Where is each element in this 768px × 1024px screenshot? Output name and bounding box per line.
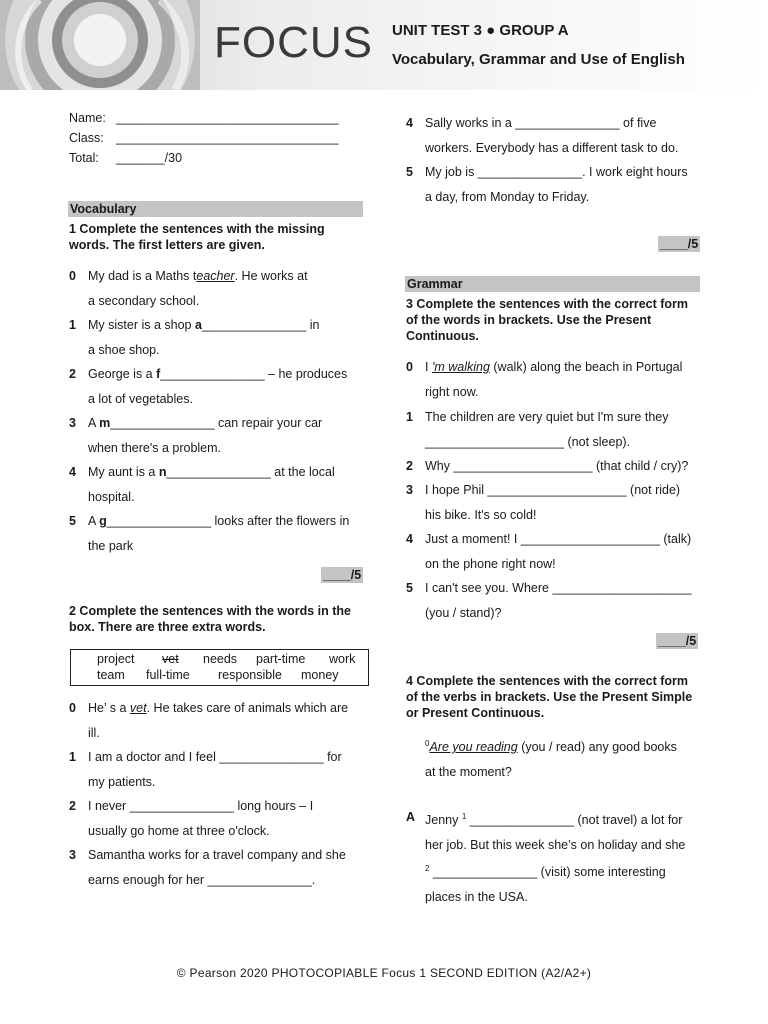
text-part: George is a: [88, 367, 157, 381]
text-part: ill.: [88, 725, 100, 740]
answer-line[interactable]: I am a doctor and I feel _______________ for: [88, 750, 342, 764]
item-text: [425, 805, 685, 909]
text-part: usually go home at three o'clock.: [88, 823, 270, 838]
answer-blank[interactable]: _______________ can repair your car: [110, 416, 323, 430]
item-text: [88, 843, 346, 892]
item-text[interactable]: Why ____________________ (that child / cry)?: [425, 459, 689, 473]
answer-line[interactable]: _______________ (not travel) a lot for: [466, 813, 683, 828]
text-part: (walk) along the beach in Portugal: [489, 360, 683, 374]
item-number: 3: [69, 848, 76, 862]
text-part: hospital.: [88, 489, 135, 504]
example-answer: 'm walking: [431, 360, 490, 374]
name-label: Name:: [69, 111, 106, 125]
item-text: [88, 264, 308, 313]
word-box-item: work: [329, 652, 356, 666]
unit-title: UNIT TEST 3 ● GROUP A: [392, 22, 569, 39]
item-number: 4: [69, 465, 76, 479]
text-part: the park: [88, 538, 134, 553]
text-part: My aunt is a: [88, 465, 159, 479]
text-part: my patients.: [88, 774, 156, 789]
example-answer: Are you reading: [429, 740, 518, 755]
item-number: 4: [406, 116, 413, 130]
gap-number: 0: [425, 739, 430, 748]
word-box-item: responsible: [218, 668, 282, 682]
answer-blank[interactable]: _______________ – he produces: [160, 367, 348, 381]
item-text: [88, 313, 319, 362]
grammar-section-header: Grammar: [405, 276, 700, 292]
example-answer: eacher: [196, 269, 235, 283]
exercise-3-instruction: [406, 296, 706, 344]
vocabulary-section-header: Vocabulary: [68, 201, 363, 217]
text-part: on the phone right now!: [425, 556, 556, 571]
item-text: [425, 111, 678, 160]
test-subtitle: Vocabulary, Grammar and Use of English: [392, 51, 685, 68]
exercise-1-score[interactable]: ____/5: [323, 568, 362, 582]
word-box-item: part-time: [256, 652, 306, 666]
item-number: 0: [69, 269, 76, 283]
item-number: 5: [69, 514, 76, 528]
text-part: A: [88, 514, 100, 528]
item-number: 2: [406, 459, 413, 473]
item-number: 1: [69, 750, 76, 764]
item-label: A: [406, 810, 416, 824]
answer-blank[interactable]: _______________ in: [201, 318, 320, 332]
word-box: [70, 649, 369, 686]
page-header: [0, 0, 768, 90]
item-text: [425, 527, 691, 576]
total-field[interactable]: _______/30: [116, 151, 183, 165]
page-footer: © Pearson 2020 PHOTOCOPIABLE Focus 1 SECOND EDITION (A2/A2+): [176, 966, 592, 980]
item-number: 3: [69, 416, 76, 430]
instruction-line: words. The first letters are given.: [69, 238, 265, 252]
exercise-2-instruction: [69, 603, 369, 635]
answer-line[interactable]: I can't see you. Where ____________________: [425, 581, 692, 595]
item-number: 4: [406, 532, 413, 546]
answer-line[interactable]: Just a moment! I ____________________ (talk): [425, 532, 692, 546]
text-part: a lot of vegetables.: [88, 391, 193, 406]
answer-blank[interactable]: _______________ at the local: [166, 465, 335, 479]
text-part: Samantha works for a travel company and she: [88, 848, 346, 862]
item-number: 1: [69, 318, 76, 332]
item-text: [425, 160, 688, 209]
word-box-item: team: [97, 668, 125, 682]
item-text: [425, 355, 682, 404]
text-part: Jenny: [425, 813, 462, 828]
instruction-line: 4 Complete the sentences with the correct form: [406, 674, 689, 688]
brand-logo-text: FOCUS: [214, 18, 373, 67]
item-number: 0: [69, 701, 76, 715]
item-number: 0: [406, 360, 413, 374]
item-number: 2: [69, 799, 76, 813]
text-part: . He takes care of animals which are: [146, 701, 349, 715]
text-part: a secondary school.: [88, 293, 200, 308]
word-box-item: needs: [203, 652, 238, 666]
item-text: [88, 411, 322, 460]
instruction-line: 3 Complete the sentences with the correct form: [406, 297, 689, 311]
exercise-2-score[interactable]: ____/5: [660, 237, 699, 251]
first-letter: n: [158, 465, 167, 479]
item-number: 5: [406, 165, 413, 179]
answer-line[interactable]: I hope Phil ____________________ (not ride): [425, 483, 681, 497]
text-part: My sister is a shop: [88, 318, 195, 332]
item-text: [88, 745, 342, 794]
class-field[interactable]: ________________________________: [116, 131, 339, 145]
text-part: . He works at: [234, 269, 308, 283]
item-text: [425, 478, 680, 527]
text-part: The children are very quiet but I'm sure they: [425, 410, 669, 424]
name-field[interactable]: ________________________________: [116, 111, 339, 125]
item-text: [88, 509, 349, 558]
word-box-item-used: vet: [162, 652, 179, 666]
gap-number: 2: [425, 864, 430, 874]
answer-line[interactable]: earns enough for her _______________.: [88, 872, 316, 887]
item-text: [425, 405, 668, 454]
text-part: places in the USA.: [425, 889, 528, 904]
text-part: a shoe shop.: [88, 342, 160, 357]
answer-line[interactable]: My job is _______________. I work eight hours: [425, 165, 688, 179]
exercise-1-instruction: [69, 221, 369, 253]
item-number: 2: [69, 367, 76, 381]
exercise-4-instruction: [406, 673, 706, 721]
text-part: I: [425, 360, 432, 374]
word-box-item: project: [97, 652, 135, 666]
logo-swirl-graphic: [0, 0, 200, 90]
text-part: at the moment?: [425, 764, 512, 779]
answer-line[interactable]: _______________ (visit) some interesting: [429, 865, 666, 880]
answer-line[interactable]: ____________________ (not sleep).: [425, 434, 631, 449]
word-box-item: money: [301, 668, 339, 682]
instruction-line: or Present Continuous.: [406, 706, 545, 720]
class-label: Class:: [69, 131, 104, 145]
text-part: right now.: [425, 384, 479, 399]
text-part: He’ s a: [88, 701, 130, 715]
text-part: his bike. It's so cold!: [425, 507, 537, 522]
instruction-line: of the words in brackets. Use the Present: [406, 313, 652, 327]
text-part: (you / read) any good books: [517, 740, 677, 755]
text-part: workers. Everybody has a different task to do.: [425, 140, 679, 155]
text-part: (you / stand)?: [425, 605, 502, 620]
answer-line[interactable]: I never _______________ long hours – I: [88, 799, 314, 813]
item-text: [88, 362, 347, 411]
item-text: [425, 576, 692, 625]
answer-blank[interactable]: _______________ looks after the flowers in: [106, 514, 350, 528]
text-part: My dad is a Maths t: [88, 269, 197, 283]
instruction-line: of the verbs in brackets. Use the Present Simple: [406, 690, 693, 704]
item-text: [88, 794, 313, 843]
instruction-line: 1 Complete the sentences with the missing: [69, 222, 325, 236]
item-number: 3: [406, 483, 413, 497]
text-part: a day, from Monday to Friday.: [425, 189, 590, 204]
exercise-4-example: [425, 732, 710, 784]
word-box-item: full-time: [146, 668, 190, 682]
instruction-line: box. There are three extra words.: [69, 620, 266, 634]
first-letter: f: [156, 367, 161, 381]
item-number: 1: [406, 410, 413, 424]
first-letter: g: [99, 514, 107, 528]
text-part: A: [88, 416, 100, 430]
text-part: when there's a problem.: [88, 440, 222, 455]
first-letter: a: [194, 318, 202, 332]
first-letter: m: [99, 416, 111, 430]
answer-line[interactable]: Sally works in a _______________ of five: [425, 116, 657, 130]
example-answer: vet: [129, 701, 147, 715]
item-text: [88, 696, 348, 745]
exercise-3-score[interactable]: ____/5: [658, 634, 697, 648]
item-number: 5: [406, 581, 413, 595]
item-text: [88, 460, 335, 509]
gap-number: 1: [461, 812, 467, 821]
text-part: her job. But this week she’s on holiday and she: [425, 837, 686, 852]
instruction-line: Continuous.: [406, 329, 479, 343]
total-label: Total:: [69, 151, 99, 165]
instruction-line: 2 Complete the sentences with the words in the: [69, 604, 351, 618]
